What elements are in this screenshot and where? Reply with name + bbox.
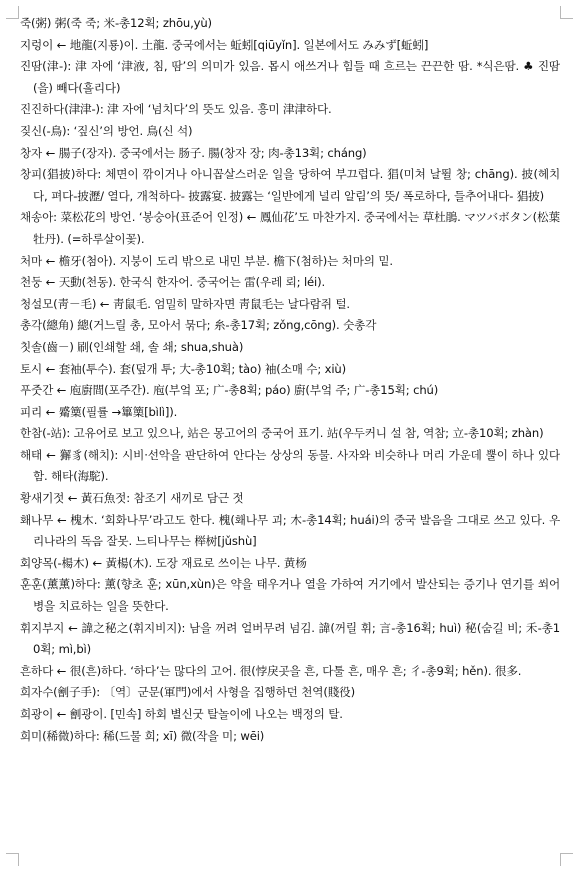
dictionary-entry: 천둥 ← 天動(천동). 한국식 한자어. 중국어는 雷(우레 뢰; léi). [20, 275, 326, 290]
dictionary-entry: 진땀(津-): 津 자에 ‘津液, 침, 땀’의 의미가 있음. 몹시 애쓰거나 힘들 때 흐르는 끈끈한 땀. *식은땀. ♣ 진땀(을) 빼다(흘리다) [20, 59, 560, 95]
dictionary-entry: 흔하다 ← 很(흔)하다. ‘하다’는 많다의 고어. 很(悖戾곳을 흔, 다툴 흔, 매우 흔; 彳-총9획; hěn). 很多. [20, 663, 522, 678]
dictionary-entry: 해태 ← 獬豸(해치): 시비·선악을 판단하여 안다는 상상의 동물. 사자와 비슷하나 머리 가운데 뿔이 하나 있다 함. 해타(海駝). [20, 447, 560, 484]
dictionary-entry: 처마 ← 檐牙(첨아). 지붕이 도리 밖으로 내민 부분. 檐下(첨하)는 처마의 밑. [20, 253, 393, 268]
dictionary-entry: 희광이 ← 劊광이. [민속] 하회 별신굿 탈놀이에 나오는 백정의 탈. [20, 707, 343, 721]
dictionary-entry: 지렁이 ← 地龍(지룡)이. 土龍. 중국에서는 蚯蚓[qiūyǐn]. 일본에서도 みみず[蚯蚓] [20, 37, 429, 52]
dictionary-entry: 휘지부지 ← 諱之秘之(휘지비지): 남을 꺼려 얼버무려 넘김. 諱(꺼릴 휘; 言-총16획; huì) 秘(숨길 비; 禾-총10획; mì,bì) [20, 620, 560, 657]
dictionary-entry: 칫솔(齒－) 刷(인쇄할 쇄, 솔 쇄; shua,shuà) [20, 339, 244, 354]
page-corner-mark [6, 853, 19, 866]
dictionary-entry: 피리 ← 觱篥(필률 →篳篥[bìlì]). [20, 404, 178, 419]
dictionary-entry: 한참(-站): 고유어로 보고 있으나, 站은 몽고어의 중국어 표기. 站(우두커니 설 참, 역참; 立-총10획; zhàn) [20, 426, 544, 441]
dictionary-entry-list [20, 13, 560, 747]
dictionary-entry: 토시 ← 套袖(투수). 套(덮개 투; 大-총10획; tào) 袖(소매 수; xiù) [20, 361, 346, 376]
dictionary-entry: 짖신(-鳥): ‘짚신’의 방언. 鳥(신 석) [20, 123, 193, 138]
page-corner-mark [560, 6, 573, 19]
dictionary-entry: 진진하다(津津-): 津 자에 ‘넘치다’의 뜻도 있음. 흥미 津津하다. [20, 102, 332, 117]
dictionary-entry: 총각(總角) 總(거느릴 총, 모아서 묶다; 糸-총17획; zǒng,cōng). 숫총각 [20, 318, 377, 333]
dictionary-entry: 회양목(-楊木) ← 黃楊(木). 도장 재료로 쓰이는 나무. 黄杨 [20, 555, 307, 570]
dictionary-entry: 푸줏간 ← 庖廚間(포주간). 庖(부엌 포; 广-총8획; páo) 廚(부엌 주; 广-총15획; chú) [20, 383, 439, 398]
dictionary-entry: 청설모(靑－毛) ← 靑鼠毛. 엄밀히 말하자면 靑鼠毛는 날다람쥐 털. [20, 296, 350, 311]
dictionary-entry: 창피(猖披)하다: 체면이 깎이거나 아니꼽살스러운 일을 당하여 부끄럽다. 猖(미쳐 날뛸 창; chāng). 披(헤치다, 펴다-披瀝/ 열다, 개척하다- 披露宴. 披露는 ‘일반에게 널리 알림’의 뜻/ 폭로하다, 들추어내다- 猖披) [20, 167, 560, 203]
page-corner-mark [560, 853, 573, 866]
dictionary-entry: 황새기젓 ← 黃石魚젓: 참조기 새끼로 담근 젓 [20, 491, 244, 506]
dictionary-entry: 희미(稀微)하다: 稀(드물 희; xī) 微(작을 미; wēi) [20, 728, 265, 743]
dictionary-entry: 죽(粥) 粥(죽 죽; 米-총12획; zhōu,yù) [20, 16, 212, 30]
dictionary-entry: 채송아: 菜松花의 방언. ‘봉숭아(표준어 인정) ← 鳳仙花’도 마찬가지. 중국에서는 草杜鵑. マツバボタン(松葉牡丹). (=하루살이꽃). [20, 210, 560, 246]
page-corner-mark [6, 6, 19, 19]
dictionary-entry: 훈훈(薰薰)하다: 薰(향초 훈; xūn,xùn)은 약을 태우거나 열을 가하여 거기에서 발산되는 증기나 연기를 쐬어 병을 치료하는 일을 뜻한다. [20, 577, 560, 614]
dictionary-entry: 홰나무 ← 槐木. ‘회화나무’라고도 한다. 槐(홰나무 괴; 木-총14획; huái)의 중국 발음을 그대로 쓰고 있다. 우리나라의 독음 잘못. 느티나무는 榉树[jǔshù] [20, 512, 560, 549]
dictionary-entry: 창자 ← 腸子(장자). 중국에서는 肠子. 腸(창자 장; 肉-총13획; cháng) [20, 145, 367, 160]
dictionary-entry: 희자수(劊子手): 〔역〕군문(軍門)에서 사형을 집행하던 천역(賤役) [20, 685, 355, 700]
